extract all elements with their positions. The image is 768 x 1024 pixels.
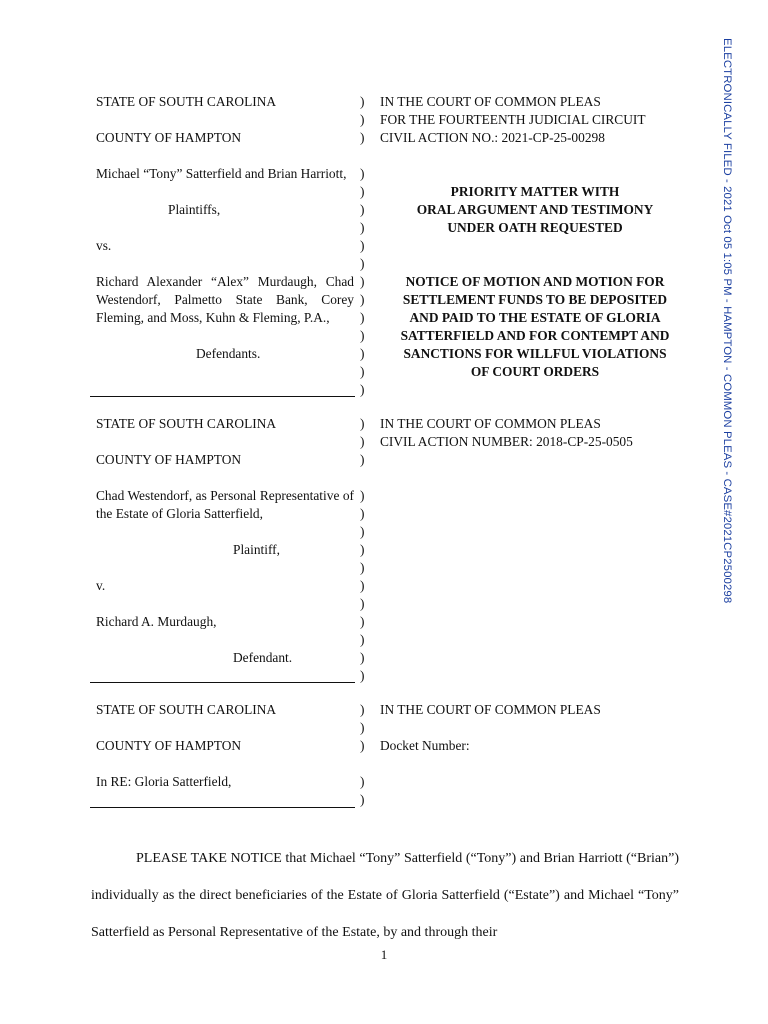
caption-parentheses: ) ) ) ) ) [360,702,365,807]
county-label: COUNTY OF HAMPTON [96,738,242,753]
defendant-name: Richard A. Murdaugh, [96,614,217,629]
county-label: COUNTY OF HAMPTON [96,452,242,467]
county-label: COUNTY OF HAMPTON [96,130,242,145]
priority-heading: PRIORITY MATTER WITH ORAL ARGUMENT AND TESTIMONY UNDER OATH REQUESTED [416,184,654,235]
civil-action-number: CIVIL ACTION NUMBER: 2018-CP-25-0505 [380,434,633,449]
defendant-label: Defendant. [233,650,293,665]
defendants-label: Defendants. [196,346,261,361]
electronic-filing-stamp: ELECTRONICALLY FILED - 2021 Oct 05 1:05 PM - HAMPTON - COMMON PLEAS - CASE#2021CP2500298 [721,38,733,604]
state-label: STATE OF SOUTH CAROLINA [96,702,277,717]
state-label: STATE OF SOUTH CAROLINA [96,416,277,431]
court-name: IN THE COURT OF COMMON PLEAS [380,702,601,717]
civil-action-number: CIVIL ACTION NO.: 2021-CP-25-00298 [380,130,605,145]
plaintiffs-label: Plaintiffs, [168,202,221,217]
court-name: IN THE COURT OF COMMON PLEAS [380,94,601,109]
docket-number: Docket Number: [380,738,470,753]
caption-divider [90,396,355,397]
judicial-circuit: FOR THE FOURTEENTH JUDICIAL CIRCUIT [380,112,646,127]
plaintiff-label: Plaintiff, [233,542,280,557]
versus-label: vs. [96,238,112,253]
body-paragraph: PLEASE TAKE NOTICE that Michael “Tony” Satterfield (“Tony”) and Brian Harriott (“Brian”) individually as the direct beneficiaries of the Estate of Gloria Satterfield (“Estate”) and Michael “Tony” Satterfield as Personal Representative of the Estate, by and through their [91,851,679,940]
in-re-name: In RE: Gloria Satterfield, [96,774,232,789]
caption-parentheses: ) ) ) ) ) ) ) ) ) ) ) ) ) ) [360,416,365,683]
caption-parentheses: ) ) ) ) ) ) ) ) ) ) ) ) ) ) ) ) [360,94,365,397]
motion-title: NOTICE OF MOTION AND MOTION FOR SETTLEMENT FUNDS TO BE DEPOSITED AND PAID TO THE ESTATE OF GLORIA SATTERFIELD AND FOR CONTEMPT AND SANCTIONS FOR WILLFUL VIOLATIONS OF COURT ORDERS [400,274,670,379]
caption-divider [90,807,355,808]
caption-divider [90,682,355,683]
defendants-names: Richard Alexander “Alex” Murdaugh, Chad Westendorf, Palmetto State Bank, Corey Fleming, and Moss, Kuhn & Fleming, P.A., [96,274,354,325]
state-label: STATE OF SOUTH CAROLINA [96,94,277,109]
versus-label: v. [96,578,106,593]
court-name: IN THE COURT OF COMMON PLEAS [380,416,601,431]
plaintiffs-names: Michael “Tony” Satterfield and Brian Harriott, [96,166,347,181]
page-number: 1 [380,947,388,962]
plaintiff-name: Chad Westendorf, as Personal Representative of the Estate of Gloria Satterfield, [96,488,354,521]
